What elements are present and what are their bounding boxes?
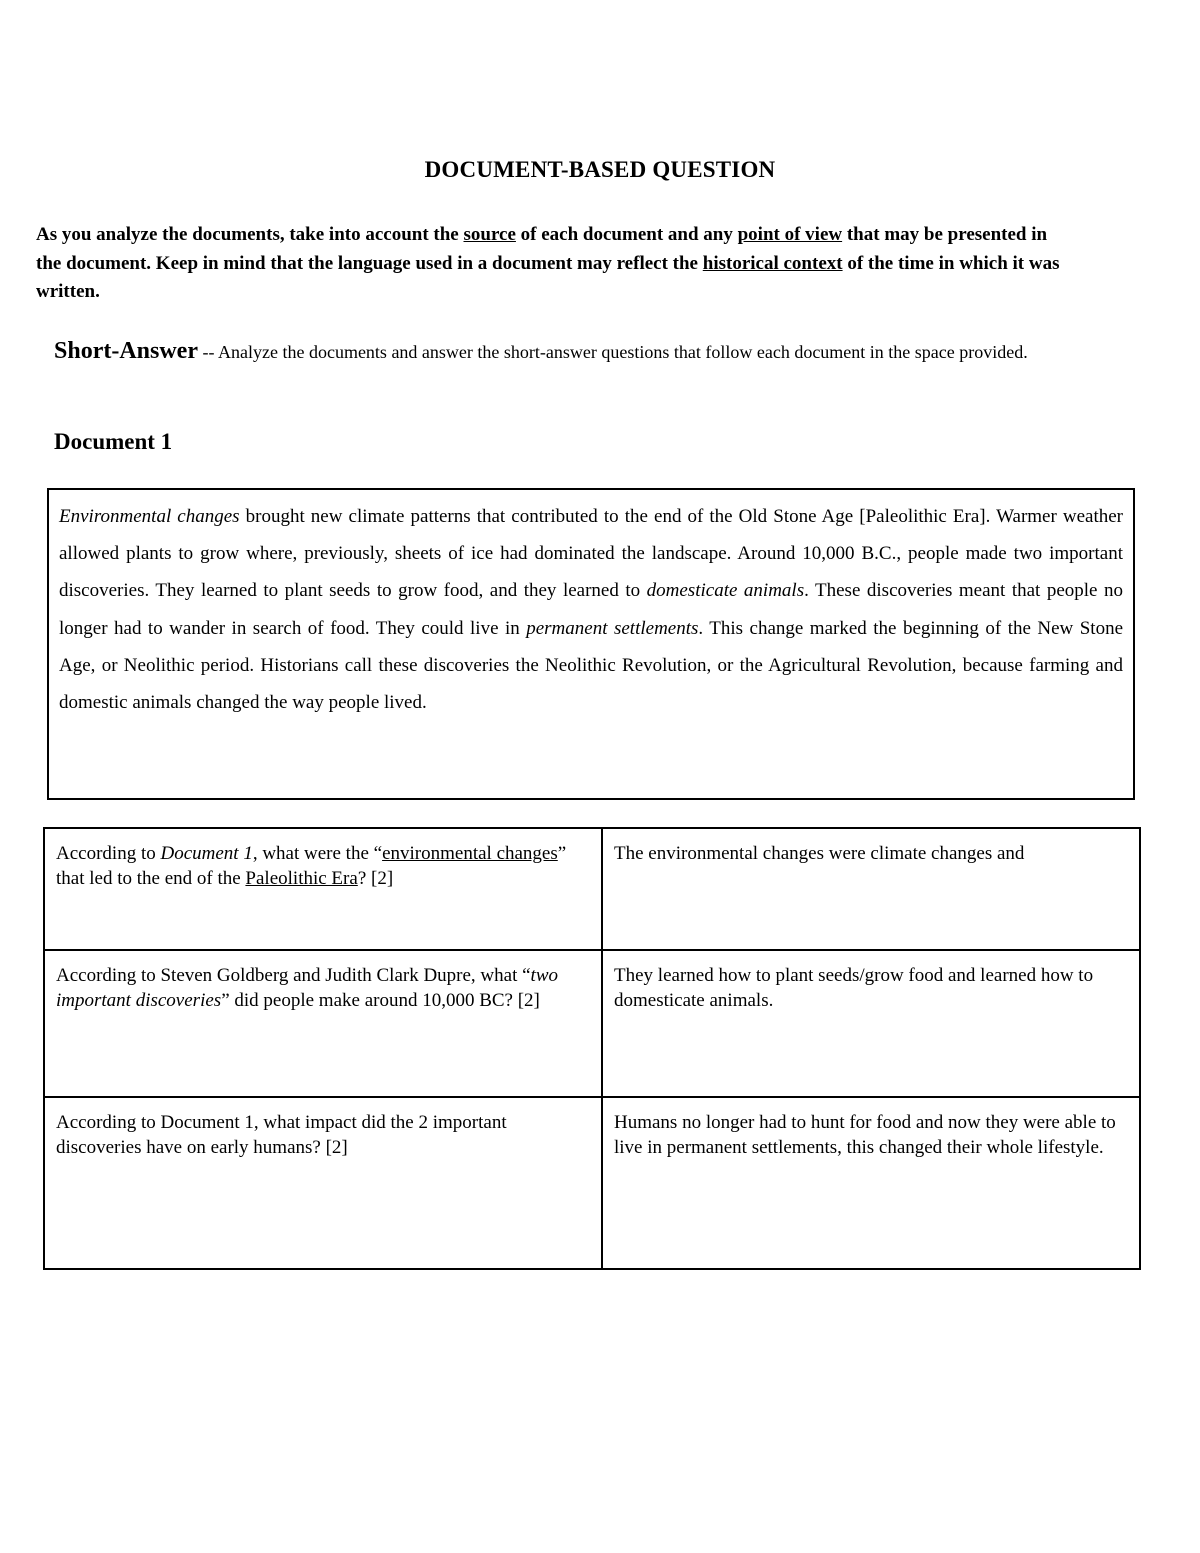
question-text-italic: two important discoveries [56,965,558,1011]
instructions-text: that may be presented in the document. Keep in mind that the language used in a document may reflect the [36,224,1048,274]
question-text-underlined: Paleolithic Era [245,868,358,889]
excerpt-text: . These discoveries meant that people no longer had to wander in search of food. They could live in [59,580,1123,639]
answer-cell[interactable]: They learned how to plant seeds/grow food and learned how to domesticate animals. [602,950,1140,1097]
document-heading: Document 1 [54,429,173,454]
question-cell: According to Document 1, what impact did the 2 important discoveries have on early humans? [2] [44,1097,602,1269]
document-excerpt-text [59,498,1123,721]
question-text: According to [56,843,161,864]
question-text: , what were the “ [252,843,383,864]
question-cell [44,828,602,950]
instructions-paragraph [36,221,1076,307]
term-domesticate-animals: domesticate animals [646,580,805,602]
instructions-text: of each document and any [515,224,738,245]
question-text-italic: Document 1 [160,843,253,864]
underlined-point-of-view: point of view [737,224,843,245]
table-row [44,950,1140,1097]
table-row [44,828,1140,950]
short-answer-heading: Short-Answer [54,338,198,364]
question-cell [44,950,602,1097]
short-answer-instructions [54,336,1064,368]
question-text-underlined: environmental changes [382,843,558,864]
excerpt-text: brought new climate patterns that contributed to the end of the Old Stone Age [Paleolithic Era]. Warmer weather allowed plants to grow where, previously, sheets of ice had dominated the landscape. Around 10,000 B.C., people made two important discoveries. They learned to plant seeds to grow food, and they learned to [59,506,1124,602]
question-text: According to Steven Goldberg and Judith Clark Dupre, what “ [56,965,531,986]
underlined-source: source [463,224,516,245]
document-excerpt-box [47,488,1135,800]
instructions-text: As you analyze the documents, take into account the [36,224,464,245]
question-text: ? [2] [357,868,394,889]
answer-cell[interactable]: The environmental changes were climate changes and [602,828,1140,950]
underlined-historical-context: historical context [702,252,843,274]
question-answer-table [43,827,1141,1270]
page-title: DOCUMENT-BASED QUESTION [424,157,776,182]
excerpt-text: . This change marked the beginning of the New Stone Age, or Neolithic period. Historians call these discoveries the Neolithic Revolution, or the Agricultural Revolution, because farming and domestic animals changed the way people lived. [59,617,1124,714]
term-environmental-changes: Environmental changes [59,506,240,527]
term-permanent-settlements: permanent settlements [526,617,699,639]
short-answer-text: -- Analyze the documents and answer the short-answer questions that follow each document in the space provided. [198,342,1028,362]
instructions-text: of the time in which it was written. [36,252,1060,302]
question-text: ” that led to the end of the [56,843,567,889]
answer-cell[interactable]: Humans no longer had to hunt for food and now they were able to live in permanent settlements, this changed their whole lifestyle. [602,1097,1140,1269]
question-text: ” did people make around 10,000 BC? [2] [221,990,540,1011]
table-row [44,1097,1140,1269]
